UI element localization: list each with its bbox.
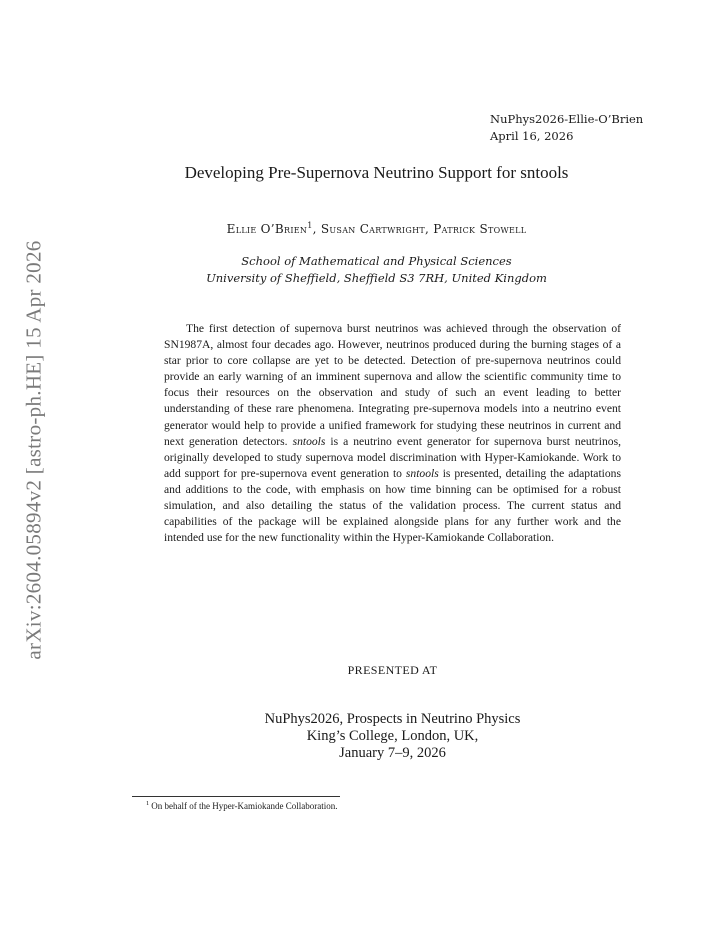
- abstract: [164, 321, 621, 546]
- affiliation: [33, 253, 720, 287]
- report-date: April 16, 2026: [490, 129, 574, 143]
- author-footnote-mark: 1: [307, 221, 313, 230]
- report-info: [490, 111, 643, 145]
- abstract-sntools-1: sntools: [292, 434, 326, 448]
- conference-dates: January 7–9, 2026: [339, 745, 446, 761]
- conference-name: NuPhys2026, Prospects in Neutrino Physics: [264, 711, 521, 727]
- conference-location: King’s College, London, UK,: [306, 728, 479, 744]
- report-number: NuPhys2026-Ellie-O’Brien: [490, 112, 644, 126]
- conference-info: [65, 711, 720, 762]
- author-first: Ellie O’Brien: [226, 222, 308, 236]
- paper-title: Developing Pre-Supernova Neutrino Support for sntools: [184, 163, 569, 182]
- affiliation-line-2: University of Sheffield, Sheffield S3 7RH, United Kingdom: [206, 271, 547, 285]
- abstract-text-3: is presented, detailing the adaptations and additions to the code, with emphasis on how time binning can be optimised for a robust simulation, and also detailing the status of the validation process. The current status and capabilities of the package will be explained alongside plans for any further work and the intended use for the new functionality within the Hyper-Kamiokande Collaboration.: [164, 466, 621, 545]
- abstract-text-2: is a neutrino event generator for supernova burst neutrinos, originally developed to study supernova model discrimination with Hyper-Kamiokande. Work to add support for pre-supernova event generation to: [164, 434, 621, 480]
- affiliation-line-1: School of Mathematical and Physical Sciences: [241, 254, 512, 268]
- author-list: [33, 221, 720, 236]
- footnote: [148, 800, 338, 811]
- abstract-sntools-2: sntools: [405, 466, 439, 480]
- presented-at-heading: PRESENTED AT: [347, 663, 438, 677]
- author-rest: , Susan Cartwright, Patrick Stowell: [312, 222, 527, 236]
- arxiv-identifier: arXiv:2604.05894v2 [astro-ph.HE] 15 Apr 2026: [21, 240, 46, 660]
- footnote-text: On behalf of the Hyper-Kamiokande Collaboration.: [151, 801, 338, 811]
- abstract-text-1: The first detection of supernova burst neutrinos was achieved through the observation of SN1987A, almost four decades ago. However, neutrinos produced during the burning stages of a star prior to core collapse are yet to be detected. Detection of pre-supernova neutrinos could provide an early warning of an imminent supernova and allow the scientific community time to focus their resources on the observation and study of such an event leading to better understanding of these rare phenomena. Integrating pre-supernova models into a neutrino event generator would help to provide a unified framework for studying these neutrinos in current and next generation detectors.: [164, 322, 621, 448]
- abstract-paragraph: [164, 321, 621, 546]
- footnote-mark: 1: [146, 800, 150, 807]
- footnote-divider: [132, 796, 340, 797]
